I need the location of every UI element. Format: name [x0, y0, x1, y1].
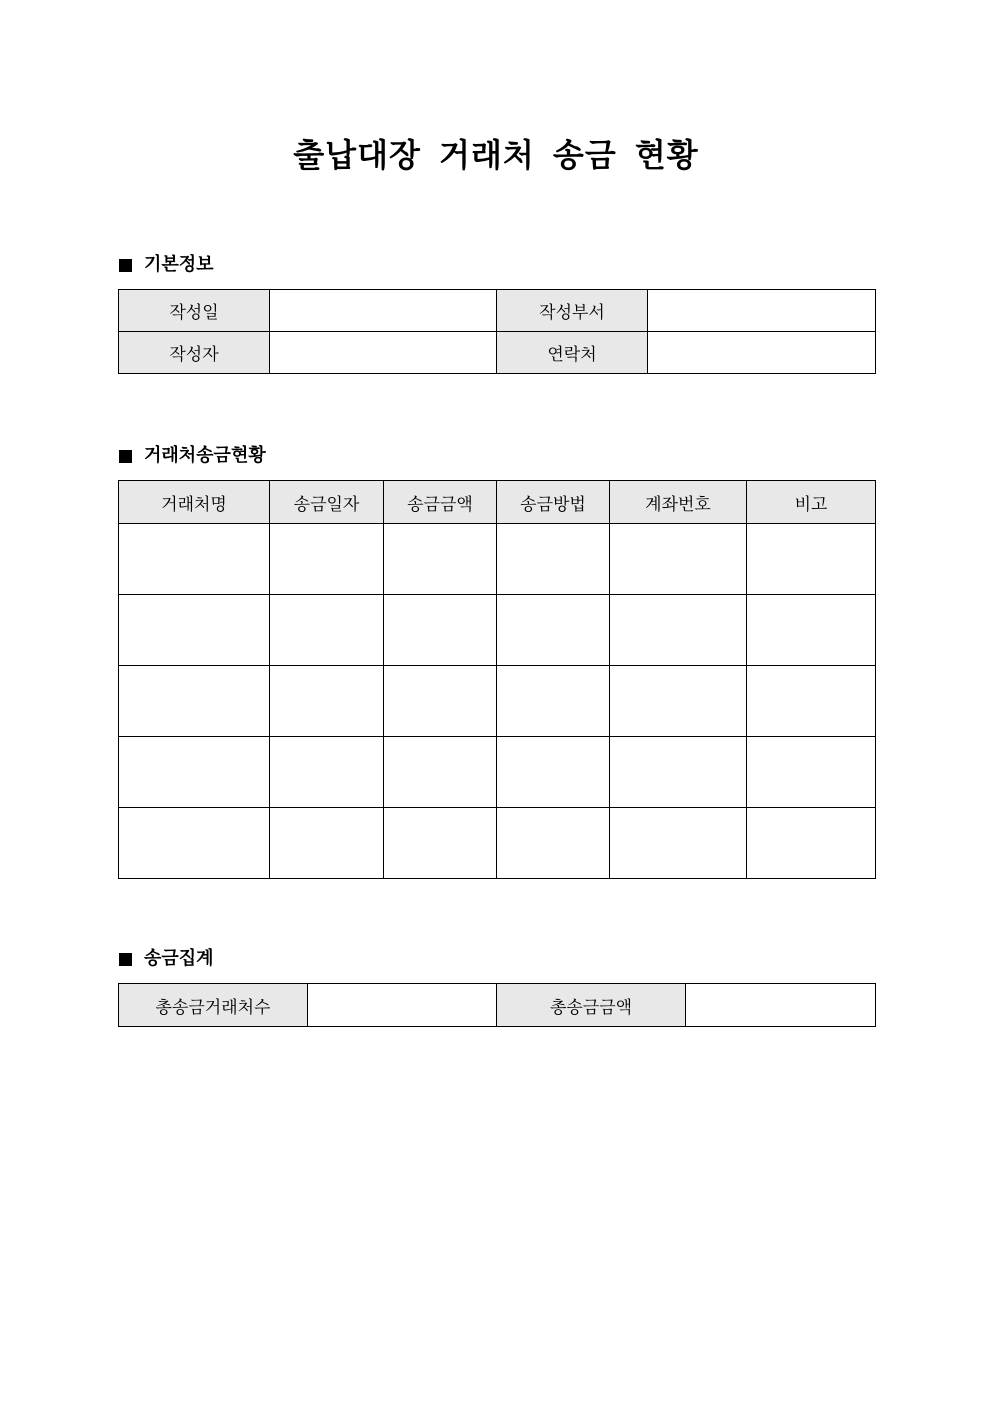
table-cell[interactable] — [384, 737, 497, 808]
column-header: 비고 — [747, 481, 876, 524]
table-header-row — [119, 481, 876, 524]
section-heading-transfers-label: 거래처송금현황 — [144, 445, 266, 466]
dept-label: 작성부서 — [497, 290, 648, 332]
section-heading-basic — [119, 253, 214, 277]
summary-row — [119, 984, 876, 1027]
table-cell[interactable] — [747, 524, 876, 595]
total-amount-label: 총송금금액 — [497, 984, 686, 1027]
basic-info-row — [119, 332, 876, 374]
table-cell[interactable] — [384, 595, 497, 666]
table-cell[interactable] — [747, 595, 876, 666]
transfer-table — [118, 480, 876, 879]
column-header: 거래처명 — [119, 481, 270, 524]
table-cell[interactable] — [384, 666, 497, 737]
section-heading-transfers — [119, 444, 266, 468]
date-field[interactable] — [270, 290, 497, 332]
contact-field[interactable] — [648, 332, 876, 374]
author-field[interactable] — [270, 332, 497, 374]
table-row — [119, 666, 876, 737]
table-cell[interactable] — [270, 666, 384, 737]
page-title: 출납대장 거래처 송금 현황 — [293, 136, 699, 174]
table-cell[interactable] — [384, 808, 497, 879]
table-row — [119, 808, 876, 879]
table-cell[interactable] — [610, 666, 747, 737]
date-label: 작성일 — [119, 290, 270, 332]
table-cell[interactable] — [270, 808, 384, 879]
table-cell[interactable] — [747, 808, 876, 879]
total-amount-field[interactable] — [686, 984, 876, 1027]
table-cell[interactable] — [119, 595, 270, 666]
basic-info-row — [119, 290, 876, 332]
column-header: 송금금액 — [384, 481, 497, 524]
table-row — [119, 524, 876, 595]
summary-table — [118, 983, 876, 1027]
table-cell[interactable] — [610, 737, 747, 808]
table-cell[interactable] — [497, 595, 610, 666]
table-cell[interactable] — [270, 737, 384, 808]
column-header: 계좌번호 — [610, 481, 747, 524]
table-cell[interactable] — [270, 595, 384, 666]
section-heading-basic-label: 기본정보 — [144, 254, 214, 275]
table-cell[interactable] — [610, 595, 747, 666]
basic-info-table — [118, 289, 876, 374]
table-row — [119, 595, 876, 666]
table-cell[interactable] — [497, 666, 610, 737]
table-cell[interactable] — [747, 666, 876, 737]
table-cell[interactable] — [610, 524, 747, 595]
square-bullet-icon — [119, 259, 132, 272]
square-bullet-icon — [119, 450, 132, 463]
table-cell[interactable] — [119, 524, 270, 595]
dept-field[interactable] — [648, 290, 876, 332]
table-cell[interactable] — [119, 737, 270, 808]
square-bullet-icon — [119, 953, 132, 966]
table-row — [119, 737, 876, 808]
section-heading-summary-label: 송금집계 — [144, 948, 214, 969]
column-header: 송금일자 — [270, 481, 384, 524]
table-cell[interactable] — [610, 808, 747, 879]
total-count-field[interactable] — [308, 984, 497, 1027]
table-cell[interactable] — [497, 737, 610, 808]
contact-label: 연락처 — [497, 332, 648, 374]
section-heading-summary — [119, 947, 214, 971]
table-cell[interactable] — [384, 524, 497, 595]
column-header: 송금방법 — [497, 481, 610, 524]
table-cell[interactable] — [119, 666, 270, 737]
table-cell[interactable] — [270, 524, 384, 595]
total-count-label: 총송금거래처수 — [119, 984, 308, 1027]
table-cell[interactable] — [497, 808, 610, 879]
table-cell[interactable] — [119, 808, 270, 879]
author-label: 작성자 — [119, 332, 270, 374]
table-cell[interactable] — [497, 524, 610, 595]
table-cell[interactable] — [747, 737, 876, 808]
